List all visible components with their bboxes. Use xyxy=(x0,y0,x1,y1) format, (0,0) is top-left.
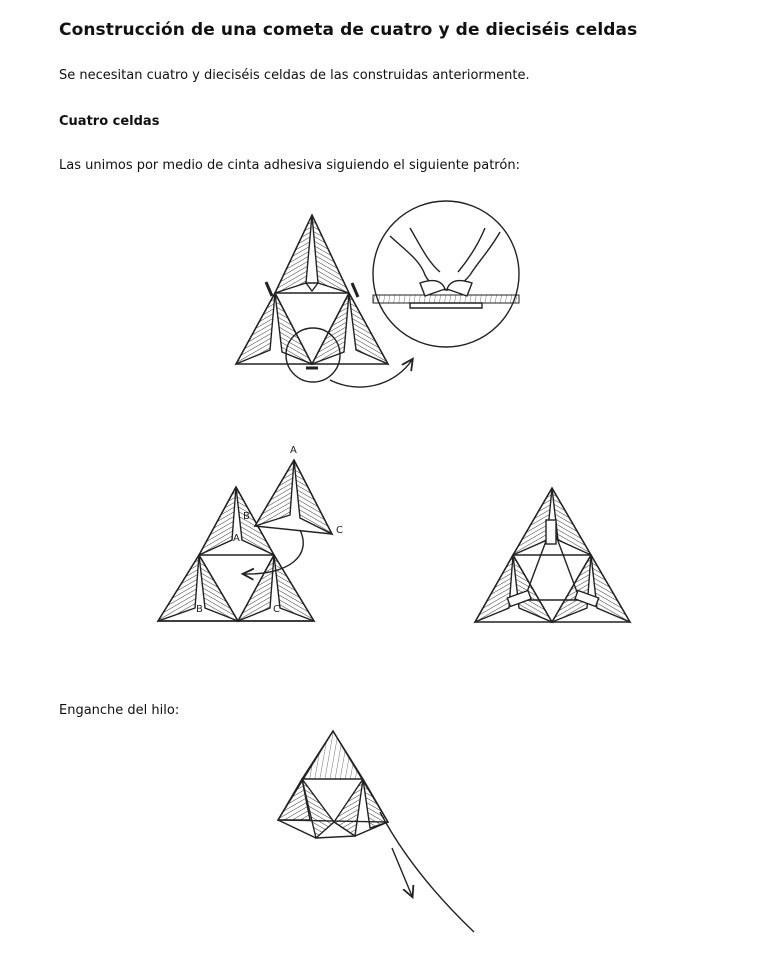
figure-assembly-labeled xyxy=(158,460,332,621)
figure-kite-with-string xyxy=(278,731,474,932)
figure-assembled-taped xyxy=(475,488,630,622)
label-c-side: C xyxy=(336,525,343,536)
page-title: Construcción de una cometa de cuatro y de dieciséis celdas xyxy=(59,20,638,40)
section-heading-cuatro-celdas: Cuatro celdas xyxy=(59,114,160,129)
intro-paragraph: Se necesitan cuatro y dieciséis celdas de las construidas anteriormente. xyxy=(59,68,530,83)
label-c-bottom: C xyxy=(273,604,280,615)
label-a-inner: A xyxy=(233,533,240,544)
instruction-paragraph: Las unimos por medio de cinta adhesiva siguiendo el siguiente patrón: xyxy=(59,158,520,173)
figure-four-cell-pattern xyxy=(236,201,519,387)
label-b-side: B xyxy=(243,511,250,522)
label-b-bottom: B xyxy=(196,604,203,615)
label-a-top: A xyxy=(290,445,297,456)
hook-caption: Enganche del hilo: xyxy=(59,703,180,718)
